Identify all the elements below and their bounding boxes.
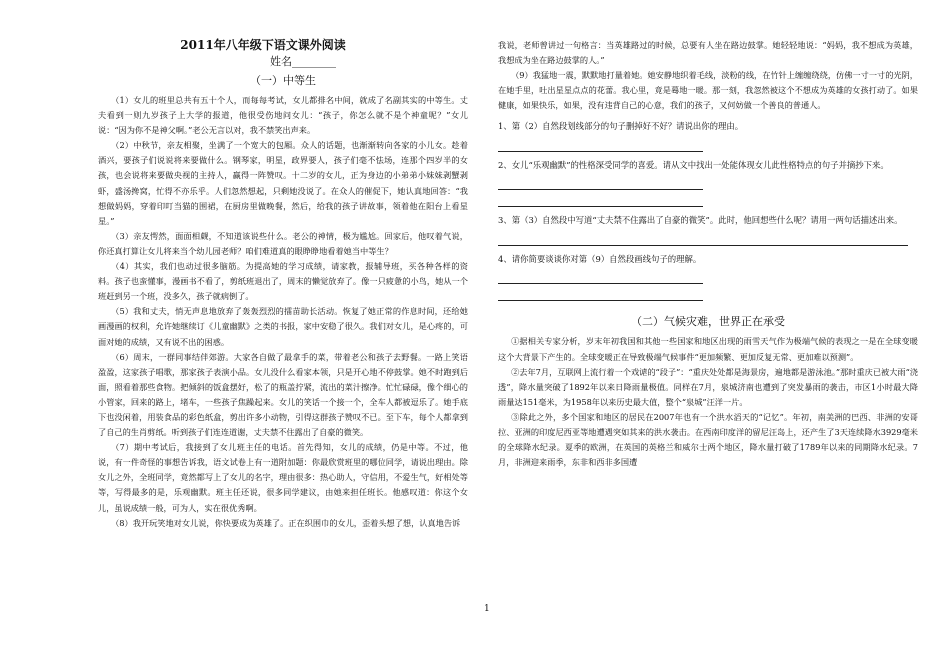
paragraph-3: （3）亲友愕然，面面相觑，不知道该说些什么。老公的神情，极为尴尬。回家后，他叹着气说，你还真打算让女儿将来当个幼儿园老师？咱们难道真的眼睁睁地看着她当中等生？ (98, 230, 468, 256)
page-number: 1 (484, 604, 490, 614)
answer-line (498, 229, 908, 246)
answer-line (498, 135, 703, 152)
answer-line (498, 284, 703, 301)
climate-paragraph-3: ③除此之外，多个国家和地区的居民在2007年也有一个洪水滔天的“记忆”。年初，南美洲的巴西、非洲的安哥拉、亚洲的印度尼西亚等地遭遇突如其来的洪水袭击。在西南印度洋的留尼汪岛上，还产生了3天连续降水3929毫米的全球降水纪录。夏季的欧洲，在英国的英格兰和威尔士两个地区，降水量打破了1789年以来的同期降水纪录。7月，非洲迎来雨季，东非和西非多国遭 (498, 411, 918, 468)
paragraph-9: （9）我猛地一震，默默地打量着她。她安静地织着毛线，淡粉的线，在竹针上缠缠绕绕，仿佛一寸一寸的光阴，在她手里，吐出星星点点的花蕾。我心里，竟是蓦地一暖。那一刻，我忽然被这个不想成为英雄的女孩打动了。如果健康，如果快乐，如果，没有违背自己的心意，我们的孩子，又何妨做一个善良的普通人。 (498, 70, 918, 111)
document-title: 2011年八年级下语文课外阅读 (180, 38, 346, 52)
question-1: 1、第（2）自然段划线部分的句子删掉好不好？请说出你的理由。 (498, 121, 744, 132)
answer-line (498, 173, 703, 190)
climate-paragraph-1: ①据相关专家分析，岁末年初我国和其他一些国家和地区出现的雨雪天气作为极端气候的表现之一是在全球变暖这个大背景下产生的。全球变暖正在导致极端气候事件“更加频繁、更加反复无常、更加难以预测”。 (498, 336, 918, 362)
section2-heading: （二）气候灾难，世界正在承受 (631, 315, 785, 329)
question-2: 2、女儿“乐观幽默”的性格深受同学的喜爱。请从文中找出一处能体现女儿此性格特点的句子并摘抄下来。 (498, 159, 889, 170)
paragraph-2: （2）中秋节，亲友相聚，坐满了一个宽大的包厢。众人的话题，也渐渐转向各家的小儿女。趁着酒兴，要孩子们说说将来要做什么。钢琴家，明星，政界要人，孩子们毫不怯场，连那个四岁半的女孩，也会说将来要做央视的主持人，赢得一阵赞叹。十二岁的女儿，正为身边的小弟弟小妹妹剥蟹剥虾，盛汤搀窝，忙得不亦乐乎。人们忽然想起，只剩她没说了。在众人的催促下，她认真地回答：“我想做妈妈，穿着印叮当猫的围裙，在厨房里做晚餐，然后，给我的孩子讲故事，领着他在阳台上看星星。” (98, 140, 468, 226)
paragraph-7: （7）期中考试后，我接到了女儿班主任的电话。首先得知，女儿的成绩，仍是中等。不过，他说，有一件奇怪的事想告诉我，语文试卷上有一道附加题：你最欣赏班里的哪位同学，请说出理由。除女儿之外，全班同学，竟然都写上了女儿的名字，理由很多：热心助人，守信用，不爱生气，好相处等等，写得最多的是，乐观幽默。班主任还说，很多同学建议，由她来担任班长。他感叹道：你这个女儿，虽说成绩一般，可为人，实在很优秀啊。 (98, 442, 468, 513)
answer-line (498, 190, 703, 207)
question-3: 3、第（3）自然段中写道“丈夫禁不住露出了自豪的微笑”。此时，他回想些什么呢？请用一两句话描述出来。 (498, 215, 903, 226)
question-4: 4、请你简要谈谈你对第（9）自然段画线句子的理解。 (498, 253, 702, 264)
name-field: 姓名________ (270, 55, 336, 68)
paragraph-6: （6）周末，一群同事结伴郊游。大家各自做了最拿手的菜，带着老公和孩子去野餐。一路上笑语盈盈，这家孩子唱歌，那家孩子表演小品。女儿没什么看家本领，只是开心地不停鼓掌。她不时跑到后面，照看着那些食物。把倾斜的饭盒摆好，松了的瓶盖拧紧，流出的菜汁擦净。忙忙碌碌，像个细心的小管家，回来的路上，堵车，一些孩子焦躁起来。女儿的笑话一个接一个，全车人都被逗乐了。她手底下也没闲着，用装食品的彩色纸盒，剪出许多小动物，引得这群孩子赞叹不已。至下车，每个人都拿到了自己的生肖剪纸。听到孩子们连连道谢，丈夫禁不住露出了自豪的微笑。 (98, 351, 468, 438)
climate-paragraph-2: ②去年7月，互联网上流行着一个戏谑的“段子”：“重庆处处都是海景房，遍地都是游泳池。”那时重庆已被大雨“浇透”，降水量突破了1892年以来日降雨量极值。同样在7月，泉城济南也遭到了突发暴雨的袭击，市区1小时最大降雨量达151毫米，为1958年以来历史最大值，整个“泉城”汪洋一片。 (498, 366, 918, 407)
left-column (98, 36, 468, 531)
paragraph-4: （4）其实，我们也动过很多脑筋。为提高她的学习成绩，请家教，报辅导班，买各种各样的资料。孩子也蛮懂事，漫画书不看了，剪纸班退出了，周末的懒觉放弃了。像一只疲惫的小鸟，她从一个班赶到另一个班，没多久，孩子就病倒了。 (98, 261, 468, 302)
paragraph-8-continued: 我说，老师曾讲过一句格言：当英雄路过的时候，总要有人坐在路边鼓掌。她轻轻地说：“妈妈，我不想成为英雄，我想成为坐在路边鼓掌的人。” (498, 40, 918, 66)
answer-line (498, 267, 703, 284)
section1-heading: （一）中等生 (250, 74, 316, 87)
paragraph-1: （1）女儿的班里总共有五十个人，而每每考试，女儿都排名中间，就成了名副其实的中等生。丈夫看到一则九岁孩子上大学的报道，他很受伤地问女儿：“孩子，你怎么就不是个神童呢？”女儿说：“因为你不是神父啊。”老公无言以对，我不禁笑出声来。 (98, 95, 468, 136)
right-column (498, 38, 918, 470)
paragraph-5: （5）我和丈夫，悄无声息地放弃了轰轰烈烈的擂苗助长活动。恢复了她正常的作息时间，还给她画漫画的权利，允许她继续订《儿童幽默》之类的书报，家中安稳了很久。我们对女儿，是心疼的，可面对她的成绩，又有说不出的困惑。 (98, 306, 468, 347)
paragraph-8: （8）我开玩笑地对女儿说，你快要成为英雄了。正在织围巾的女儿，歪着头想了想，认真地告诉 (111, 517, 461, 528)
